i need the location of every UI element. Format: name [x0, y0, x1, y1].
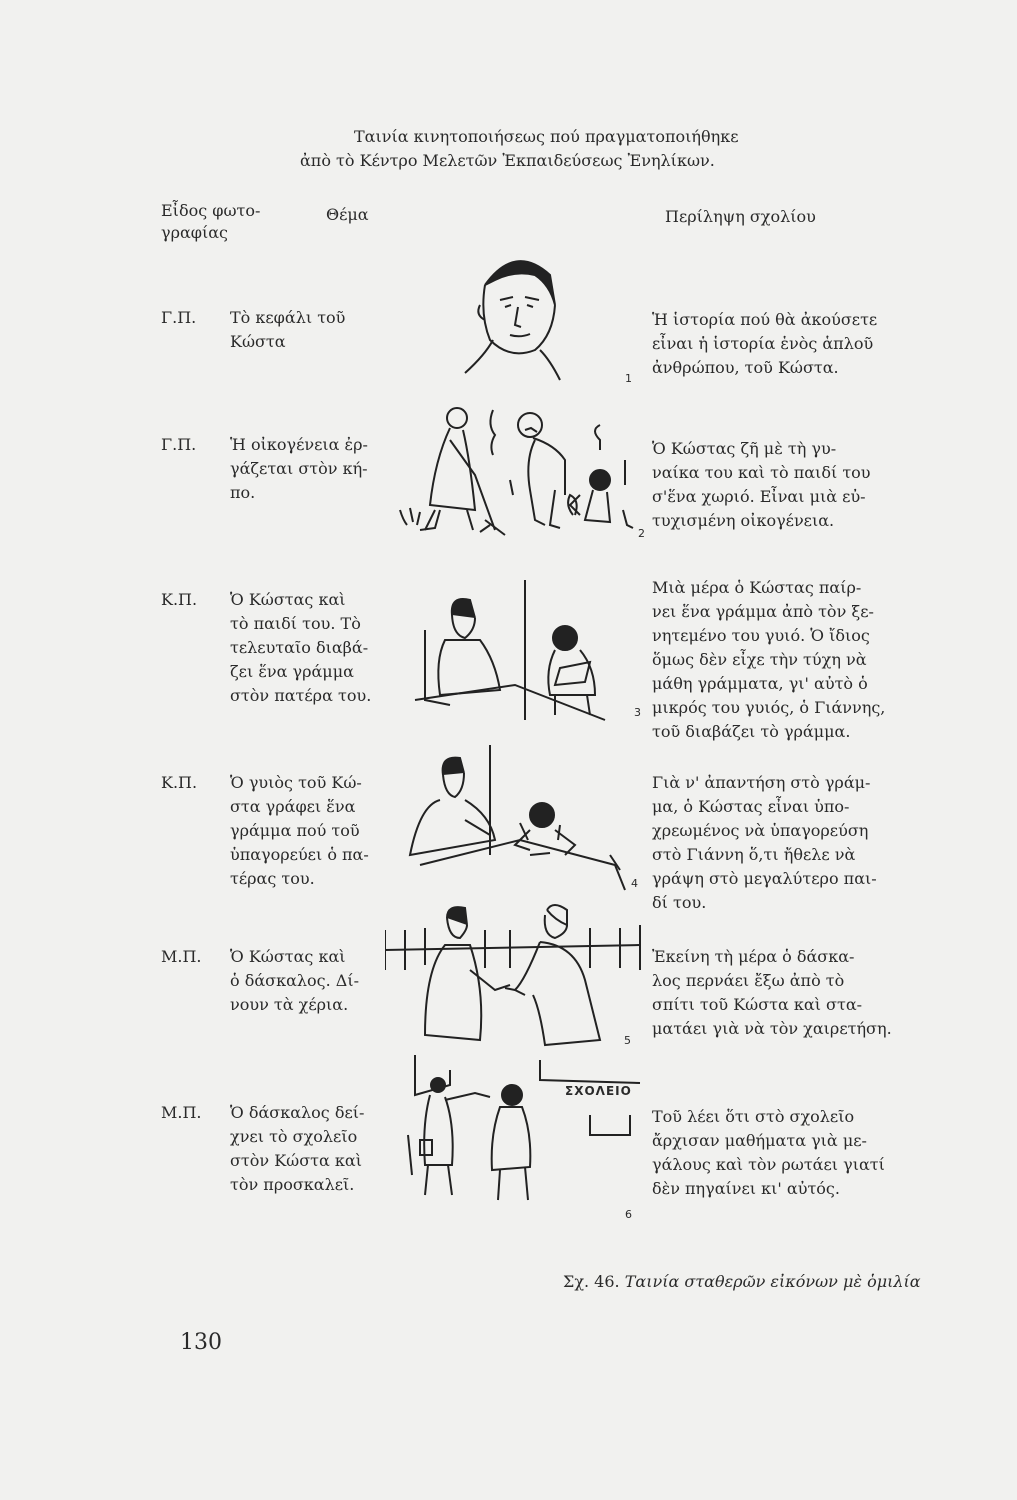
- son-writes-letter-drawing: [400, 745, 630, 895]
- row-5-summary-line: λος περνάει ἔξω ἀπὸ τὸ: [652, 971, 845, 990]
- row-2-theme: [230, 433, 390, 505]
- row-2-summary-line: Ὁ Κώστας ζῆ μὲ τὴ γυ-: [652, 439, 837, 458]
- row-6-picture-number: 6: [625, 1208, 632, 1221]
- heading-line-2: ἀπὸ τὸ Κέντρο Μελετῶν Ἐκπαιδεύσεως Ἐνηλίκων.: [300, 151, 715, 170]
- row-5-code: Μ.Π.: [161, 947, 202, 966]
- row-5-theme: [230, 945, 390, 1017]
- row-1-summary: [652, 308, 902, 380]
- row-6-summary-line: ἄρχισαν μαθήματα γιὰ με-: [652, 1131, 867, 1150]
- row-1-code: Γ.Π.: [161, 308, 197, 327]
- row-2-theme-line: πο.: [230, 483, 256, 502]
- figure-caption: [563, 1272, 921, 1291]
- school-sign: [565, 1080, 655, 1098]
- row-6-summary-line: γάλους καὶ τὸν ρωτάει γιατί: [652, 1155, 885, 1174]
- illustration-teacher-points-school: [400, 1055, 650, 1205]
- column-header-theme: Θέμα: [326, 205, 369, 224]
- row-6-theme: [230, 1101, 390, 1197]
- illustration-kostas-head: [455, 245, 575, 385]
- row-3-summary: [652, 576, 902, 744]
- row-3-theme-line: στὸν πατέρα του.: [230, 686, 372, 705]
- row-6-code: Μ.Π.: [161, 1103, 202, 1122]
- row-2-theme-line: γάζεται στὸν κή-: [230, 459, 368, 478]
- row-5-picture-number: 5: [624, 1034, 631, 1047]
- row-5-summary-line: σπίτι τοῦ Κώστα καὶ στα-: [652, 995, 863, 1014]
- row-6-summary: [652, 1105, 902, 1201]
- row-4-summary-line: γράψη στὸ μεγαλύτερο παι-: [652, 869, 877, 888]
- row-2-summary-line: τυχισμένη οἰκογένεια.: [652, 511, 835, 530]
- column-header-summary: Περίληψη σχολίου: [665, 207, 816, 226]
- row-3-summary-line: νει ἕνα γράμμα ἀπὸ τὸν ξε-: [652, 602, 874, 621]
- row-1-summary-line: εἶναι ἡ ἱστορία ἑνὸς ἁπλοῦ: [652, 334, 874, 353]
- illustration-family-garden: [395, 400, 635, 540]
- row-4-picture-number: 4: [631, 877, 638, 890]
- row-4-summary-line: Γιὰ ν' ἀπαντήση στὸ γράμ-: [652, 773, 871, 792]
- row-2-picture-number: 2: [638, 527, 645, 540]
- row-4-code: Κ.Π.: [161, 773, 198, 792]
- row-4-theme-line: στα γράφει ἕνα: [230, 797, 356, 816]
- row-1-theme-line: Κώστα: [230, 332, 286, 351]
- figure-caption-label: Σχ. 46.: [563, 1272, 620, 1291]
- row-3-summary-line: νητεμένο του γυιό. Ὁ ἴδιος: [652, 626, 870, 645]
- row-1-picture-number: 1: [625, 372, 632, 385]
- column-header-type-line-1: Εἶδος φωτο-: [161, 201, 261, 220]
- row-5-theme-line: ὁ δάσκαλος. Δί-: [230, 971, 360, 990]
- row-4-theme-line: Ὁ γυιὸς τοῦ Κώ-: [230, 773, 362, 792]
- row-4-summary-line: χρεωμένος νὰ ὑπαγορεύση: [652, 821, 869, 840]
- row-4-summary-line: στὸ Γιάννη ὅ,τι ἤθελε νὰ: [652, 845, 856, 864]
- teacher-points-school-drawing: [400, 1055, 650, 1205]
- row-6-summary-line: δὲν πηγαίνει κι' αὐτός.: [652, 1179, 840, 1198]
- family-garden-drawing: [395, 400, 635, 540]
- row-5-summary-line: ματάει γιὰ νὰ τὸν χαιρετήση.: [652, 1019, 892, 1038]
- row-4-theme-line: ὑπαγορεύει ὁ πα-: [230, 845, 369, 864]
- row-5-summary-line: Ἐκείνη τὴ μέρα ὁ δάσκα-: [652, 947, 855, 966]
- row-4-summary-line: δί του.: [652, 893, 707, 912]
- row-4-theme: [230, 771, 390, 891]
- row-4-summary: [652, 771, 902, 915]
- row-6-theme-line: στὸν Κώστα καὶ: [230, 1151, 362, 1170]
- row-1-summary-line: Ἡ ἱστορία πού θὰ ἀκούσετε: [652, 310, 878, 329]
- row-2-code: Γ.Π.: [161, 435, 197, 454]
- row-3-theme: [230, 588, 390, 708]
- illustration-son-writes-letter: [400, 745, 630, 895]
- row-2-theme-line: Ἡ οἰκογένεια ἐρ-: [230, 435, 368, 454]
- row-5-theme-line: Ὁ Κώστας καὶ: [230, 947, 346, 966]
- page-heading: [300, 125, 860, 173]
- row-4-theme-line: τέρας του.: [230, 869, 315, 888]
- row-3-summary-line: Μιὰ μέρα ὁ Κώστας παίρ-: [652, 578, 862, 597]
- row-3-code: Κ.Π.: [161, 590, 198, 609]
- heading-line-1: Ταινία κινητοποιήσεως πού πραγματοποιήθηκε: [354, 127, 739, 146]
- row-5-theme-line: νουν τὰ χέρια.: [230, 995, 349, 1014]
- column-header-type-line-2: γραφίας: [161, 223, 229, 242]
- kostas-head-drawing: [455, 245, 575, 385]
- row-6-summary-line: Τοῦ λέει ὅτι στὸ σχολεῖο: [652, 1107, 855, 1126]
- row-1-theme-line: Τὸ κεφάλι τοῦ: [230, 308, 346, 327]
- row-3-summary-line: μικρός του γυιός, ὁ Γιάννης,: [652, 698, 886, 717]
- row-3-theme-line: τὸ παιδί του. Τὸ: [230, 614, 361, 633]
- illustration-son-reads-letter: [405, 580, 630, 735]
- column-header-type: [161, 200, 260, 244]
- son-reads-letter-drawing: [405, 580, 630, 735]
- row-6-theme-line: Ὁ δάσκαλος δεί-: [230, 1103, 365, 1122]
- row-3-theme-line: τελευταῖο διαβά-: [230, 638, 369, 657]
- row-1-summary-line: ἀνθρώπου, τοῦ Κώστα.: [652, 358, 839, 377]
- row-6-theme-line: χνει τὸ σχολεῖο: [230, 1127, 358, 1146]
- figure-caption-text: Ταινία σταθερῶν εἰκόνων μὲ ὁμιλία: [624, 1272, 921, 1291]
- illustration-handshake: [385, 900, 645, 1060]
- page-number: 130: [180, 1330, 222, 1355]
- row-6-theme-line: τὸν προσκαλεῖ.: [230, 1175, 355, 1194]
- row-1-theme: [230, 306, 390, 354]
- row-3-summary-line: ὅμως δὲν εἶχε τὴν τύχη νὰ: [652, 650, 867, 669]
- row-4-theme-line: γράμμα πού τοῦ: [230, 821, 360, 840]
- handshake-drawing: [385, 900, 645, 1060]
- row-3-theme-line: ζει ἕνα γράμμα: [230, 662, 354, 681]
- row-2-summary-line: ναίκα του καὶ τὸ παιδί του: [652, 463, 871, 482]
- row-5-summary: [652, 945, 902, 1041]
- row-3-picture-number: 3: [634, 706, 641, 719]
- row-3-summary-line: τοῦ διαβάζει τὸ γράμμα.: [652, 722, 851, 741]
- school-sign-text: ΣΧΟΛΕΙΟ: [565, 1084, 632, 1098]
- row-3-summary-line: μάθη γράμματα, γι' αὐτὸ ὁ: [652, 674, 868, 693]
- row-2-summary: [652, 437, 902, 533]
- row-4-summary-line: μα, ὁ Κώστας εἶναι ὑπο-: [652, 797, 850, 816]
- row-2-summary-line: σ'ἕνα χωριό. Εἶναι μιὰ εὐ-: [652, 487, 866, 506]
- row-3-theme-line: Ὁ Κώστας καὶ: [230, 590, 346, 609]
